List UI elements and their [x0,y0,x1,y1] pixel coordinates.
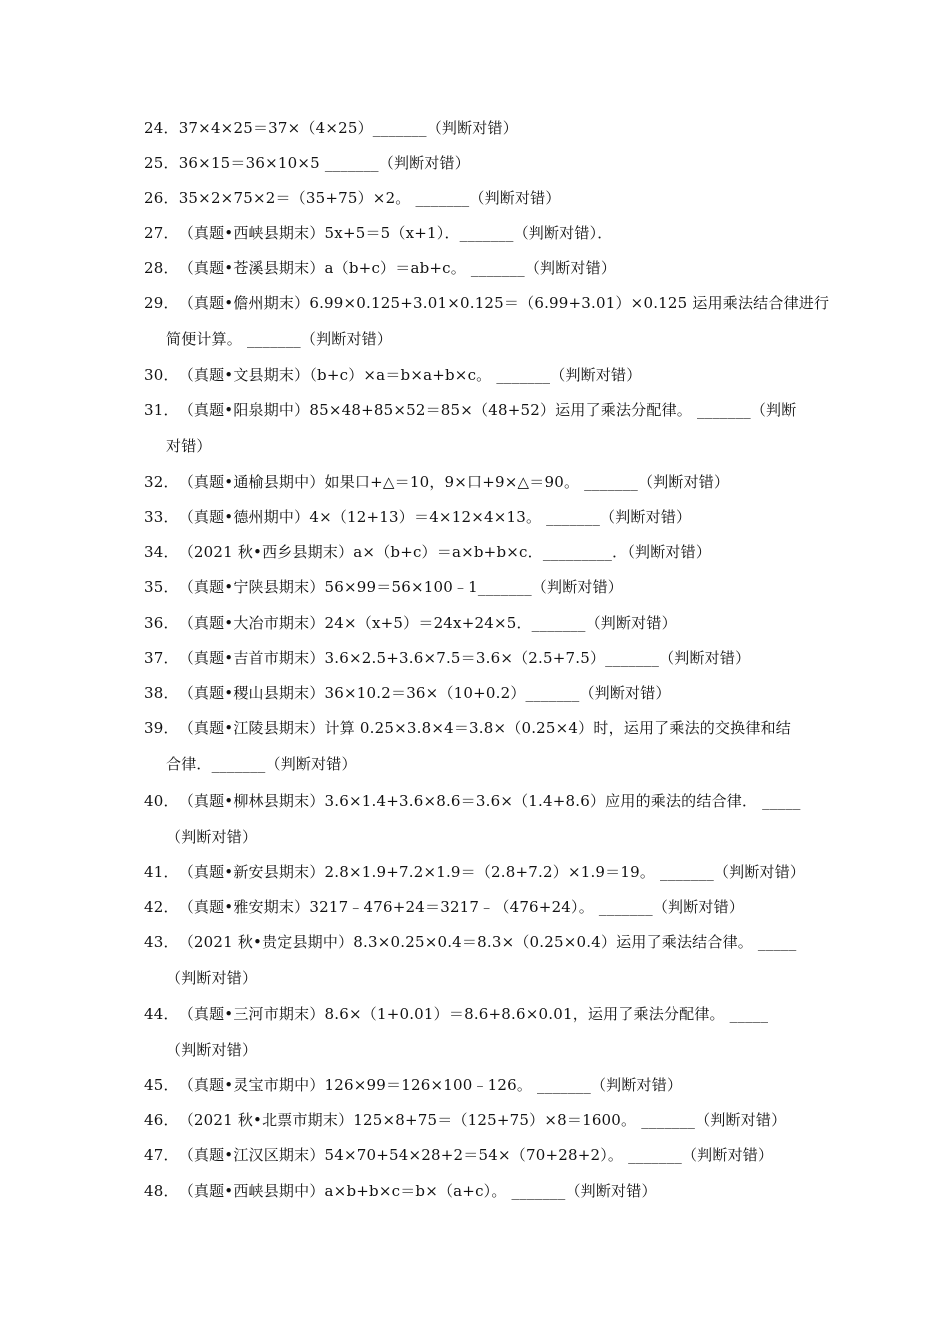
question-28 [144,250,844,286]
question-text: 37×4×25＝37×（4×25）_______（判断对错） [178,119,518,137]
question-text: （真题•阳泉期中）85×48+85×52＝85×（48+52）运用了乘法分配律。 _______（判断 [178,401,797,419]
question-number: 37． [144,649,179,667]
question-text: （2021 秋•贵定县期中）8.3×0.25×0.4＝8.3×（0.25×0.4）运用了乘法结合律。 _____ [178,933,797,951]
question-number: 34． [144,543,179,561]
question-text: 36×15＝36×10×5 _______（判断对错） [178,154,470,172]
question-number: 35． [144,578,179,596]
question-text: （真题•文县期末）（b+c）×a＝b×a+b×c。 _______（判断对错） [178,366,642,384]
question-27 [144,215,844,251]
question-34 [144,534,844,570]
question-text: （真题•西峡县期中）a×b+b×c＝b×（a+c）。 _______（判断对错） [178,1182,657,1200]
question-35 [144,569,844,605]
question-text: （真题•德州期中）4×（12+13）＝4×12×4×13。 _______（判断对错） [178,508,692,526]
question-text: （真题•儋州期末）6.99×0.125+3.01×0.125＝（6.99+3.01）×0.125 运用乘法结合律进行 [178,294,830,312]
question-number: 48． [144,1182,179,1200]
question-40 [144,783,844,855]
question-45 [144,1067,844,1103]
question-text: （真题•大冶市期末）24×（x+5）＝24x+24×5．_______（判断对错） [178,614,677,632]
question-39 [144,710,844,782]
question-48 [144,1173,844,1209]
question-text: （真题•吉首市期末）3.6×2.5+3.6×7.5＝3.6×（2.5+7.5）_______（判断对错） [178,649,751,667]
question-24 [144,110,844,146]
question-number: 25． [144,154,179,172]
question-number: 27． [144,224,179,242]
question-number: 30． [144,366,179,384]
question-text: （真题•稷山县期末）36×10.2＝36×（10+0.2）_______（判断对错） [178,684,671,702]
question-42 [144,889,844,925]
question-number: 45． [144,1076,179,1094]
question-number: 39． [144,719,179,737]
question-text: （真题•雅安期末）3217﹣476+24＝3217﹣（476+24）。 _______（判断对错） [178,898,745,916]
question-26 [144,180,844,216]
question-text: （真题•新安县期末）2.8×1.9+7.2×1.9＝（2.8+7.2）×1.9＝19。 _______（判断对错） [178,863,806,881]
question-number: 26． [144,189,179,207]
question-continuation: （判断对错） [166,969,258,987]
question-36 [144,605,844,641]
question-number: 38． [144,684,179,702]
question-number: 31． [144,401,179,419]
question-31 [144,392,844,464]
question-47 [144,1137,844,1173]
question-29 [144,285,844,357]
question-38 [144,675,844,711]
question-continuation: （判断对错） [166,828,258,846]
question-text: 35×2×75×2＝（35+75）×2。 _______（判断对错） [178,189,561,207]
question-text: （真题•三河市期末）8.6×（1+0.01）＝8.6+8.6×0.01，运用了乘法分配律。 _____ [178,1005,769,1023]
question-text: （真题•西峡县期末）5x+5＝5（x+1）．_______（判断对错）． [178,224,613,242]
question-32 [144,464,844,500]
question-continuation: 简便计算。 _______（判断对错） [166,330,393,348]
question-text: （真题•江汉区期末）54×70+54×28+2＝54×（70+28+2）。 _______（判断对错） [178,1146,774,1164]
question-41 [144,854,844,890]
question-number: 44． [144,1005,179,1023]
question-continuation: 合律．_______（判断对错） [166,755,357,773]
question-33 [144,499,844,535]
question-number: 36． [144,614,179,632]
question-number: 29． [144,294,179,312]
question-number: 46． [144,1111,179,1129]
question-text: （真题•宁陕县期末）56×99＝56×100﹣1_______（判断对错） [178,578,624,596]
question-number: 28． [144,259,179,277]
question-43 [144,924,844,996]
question-text: （真题•柳林县期末）3.6×1.4+3.6×8.6＝3.6×（1.4+8.6）应用的乘法的结合律． _____ [178,792,801,810]
question-number: 41． [144,863,179,881]
question-text: （2021 秋•西乡县期末）a×（b+c）＝a×b+b×c．_________．（判断对错） [178,543,712,561]
question-44 [144,996,844,1068]
question-30 [144,357,844,393]
question-continuation: （判断对错） [166,1041,258,1059]
question-37 [144,640,844,676]
question-46 [144,1102,844,1138]
question-number: 43． [144,933,179,951]
question-text: （真题•灵宝市期中）126×99＝126×100﹣126。 _______（判断对错） [178,1076,683,1094]
question-number: 42． [144,898,179,916]
question-number: 47． [144,1146,179,1164]
question-text: （真题•通榆县期中）如果口+△＝10，9×口+9×△＝90。 _______（判断对错） [178,473,730,491]
question-text: （真题•苍溪县期末）a（b+c）＝ab+c。 _______（判断对错） [178,259,617,277]
question-continuation: 对错） [166,437,212,455]
question-text: （2021 秋•北票市期末）125×8+75＝（125+75）×8＝1600。 _______（判断对错） [178,1111,787,1129]
question-number: 33． [144,508,179,526]
question-number: 24． [144,119,179,137]
question-text: （真题•江陵县期末）计算 0.25×3.8×4＝3.8×（0.25×4）时，运用了乘法的交换律和结 [178,719,791,737]
question-25 [144,145,844,181]
question-number: 32． [144,473,179,491]
question-number: 40． [144,792,179,810]
